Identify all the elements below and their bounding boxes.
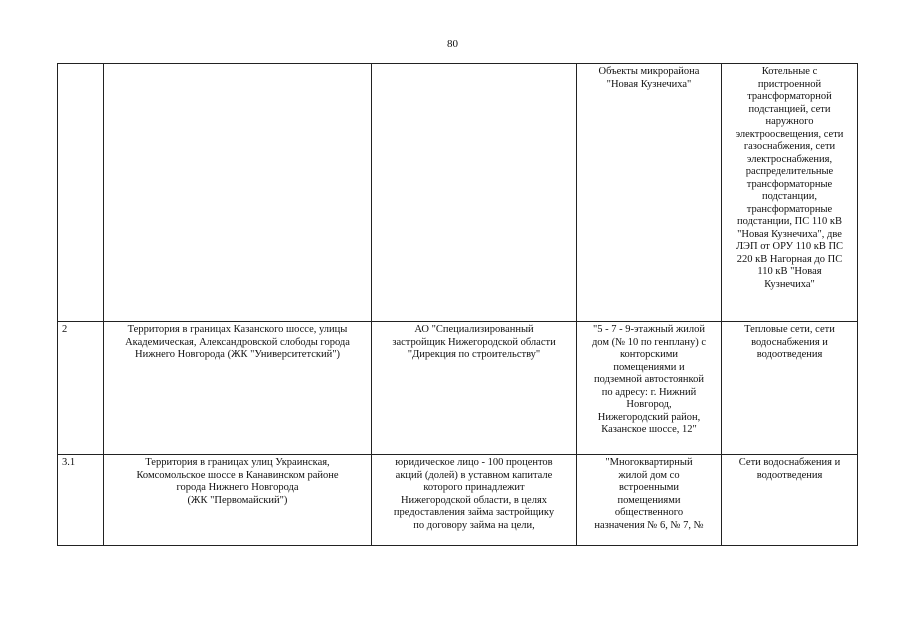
- cell-text-line: трансформаторные: [746, 178, 833, 190]
- cell-text-line: "Новая Кузнечиха", две: [737, 228, 842, 240]
- cell-text-line: Котельные с: [761, 66, 818, 77]
- table-row: [58, 322, 858, 455]
- table-row: [58, 64, 858, 322]
- cell-number: [58, 455, 104, 546]
- cell-text-line: Нижегородский район,: [597, 411, 701, 423]
- cell-text-line: по адресу: г. Нижний: [601, 386, 697, 398]
- cell-text-line: электроосвещения, сети: [735, 128, 844, 140]
- cell-objects: [577, 322, 722, 455]
- cell-text-line: Кузнечиха": [764, 278, 815, 290]
- cell-text-line: по договору займа на цели,: [413, 519, 535, 531]
- cell-text-line: подстанцией, сети: [748, 103, 831, 115]
- cell-text-line: назначения № 6, № 7, №: [594, 519, 704, 531]
- page-number: 80: [447, 38, 458, 50]
- cell-text-line: Территория в границах улиц Украинская,: [145, 457, 330, 468]
- table-row: [58, 455, 858, 546]
- cell-text-line: распределительные: [745, 166, 834, 177]
- cell-text-line: наружного: [765, 116, 814, 127]
- cell-text-line: города Нижнего Новгорода: [176, 482, 299, 493]
- cell-text-line: "Дирекция по строительству": [407, 349, 541, 360]
- cell-objects: [577, 455, 722, 546]
- cell-networks: [722, 455, 858, 546]
- cell-developer: [372, 455, 577, 546]
- cell-text-line: предоставления займа застройщику: [393, 507, 555, 518]
- cell-text-line: ЛЭП от ОРУ 110 кВ ПС: [735, 241, 844, 252]
- cell-text-line: Новгород,: [626, 399, 672, 410]
- cell-text-line: жилой дом со: [618, 469, 680, 481]
- cell-text: 2: [62, 324, 68, 335]
- cell-text-line: Нижегородской области, в целях: [400, 494, 548, 506]
- cell-objects: [577, 64, 722, 322]
- cell-text-line: встроенными: [618, 482, 680, 493]
- cell-text-line: трансформаторной: [747, 91, 832, 102]
- cell-networks: [722, 322, 858, 455]
- cell-developer: [372, 322, 577, 455]
- cell-text-line: общественного: [614, 507, 684, 518]
- cell-text-line: водоснабжения и: [751, 336, 828, 348]
- cell-text-line: Объекты микрорайона: [598, 66, 700, 77]
- cell-text-line: трансформаторные: [746, 203, 833, 215]
- cell-text-line: дом (№ 10 по генплану) с: [591, 336, 707, 348]
- cell-territory: [104, 455, 372, 546]
- cell-text-line: помещениями и: [613, 361, 685, 373]
- cell-text-line: Комсомольское шоссе в Канавинском районе: [136, 469, 339, 481]
- cell-text-line: подстанции,: [761, 191, 818, 202]
- cell-territory: [104, 64, 372, 322]
- cell-text-line: Сети водоснабжения и: [738, 457, 841, 468]
- cell-networks: [722, 64, 858, 322]
- cell-text-line: Территория в границах Казанского шоссе, улицы: [127, 324, 348, 335]
- cell-text-line: АО "Специализированный: [414, 324, 534, 335]
- cell-text-line: Нижнего Новгорода (ЖК "Университетский"): [135, 349, 340, 360]
- cell-text: 3.1: [62, 457, 76, 468]
- cell-text-line: 220 кВ Нагорная до ПС: [736, 253, 843, 265]
- cell-text-line: "Новая Кузнечиха": [606, 78, 692, 90]
- cell-developer: [372, 64, 577, 322]
- cell-text-line: подземной автостоянкой: [594, 374, 704, 385]
- cell-text-line: Тепловые сети, сети: [744, 324, 835, 335]
- cell-text-line: (ЖК "Первомайский"): [187, 494, 288, 506]
- cell-text-line: водоотведения: [756, 349, 823, 360]
- document-table: [57, 63, 858, 546]
- cell-text-line: водоотведения: [756, 469, 823, 481]
- cell-number: [58, 322, 104, 455]
- cell-text-line: электроснабжения,: [746, 153, 833, 165]
- cell-number: [58, 64, 104, 322]
- cell-territory: [104, 322, 372, 455]
- cell-text-line: помещениями: [617, 494, 681, 506]
- cell-text-line: подстанции, ПС 110 кВ: [737, 216, 842, 227]
- cell-text-line: 110 кВ "Новая: [757, 266, 822, 277]
- cell-text-line: Академическая, Александровской слободы города: [125, 336, 350, 348]
- cell-text-line: которого принадлежит: [423, 482, 525, 493]
- cell-text-line: акций (долей) в уставном капитале: [395, 469, 553, 481]
- cell-text-line: застройщик Нижегородской области: [392, 336, 556, 348]
- cell-text-line: Казанское шоссе, 12": [601, 424, 697, 435]
- cell-text-line: газоснабжения, сети: [743, 141, 836, 152]
- cell-text-line: пристроенной: [757, 78, 822, 90]
- cell-text-line: конторскими: [619, 349, 679, 360]
- cell-text-line: "Многоквартирный: [605, 457, 693, 468]
- cell-text-line: "5 - 7 - 9-этажный жилой: [592, 324, 706, 335]
- cell-text-line: юридическое лицо - 100 процентов: [395, 457, 553, 468]
